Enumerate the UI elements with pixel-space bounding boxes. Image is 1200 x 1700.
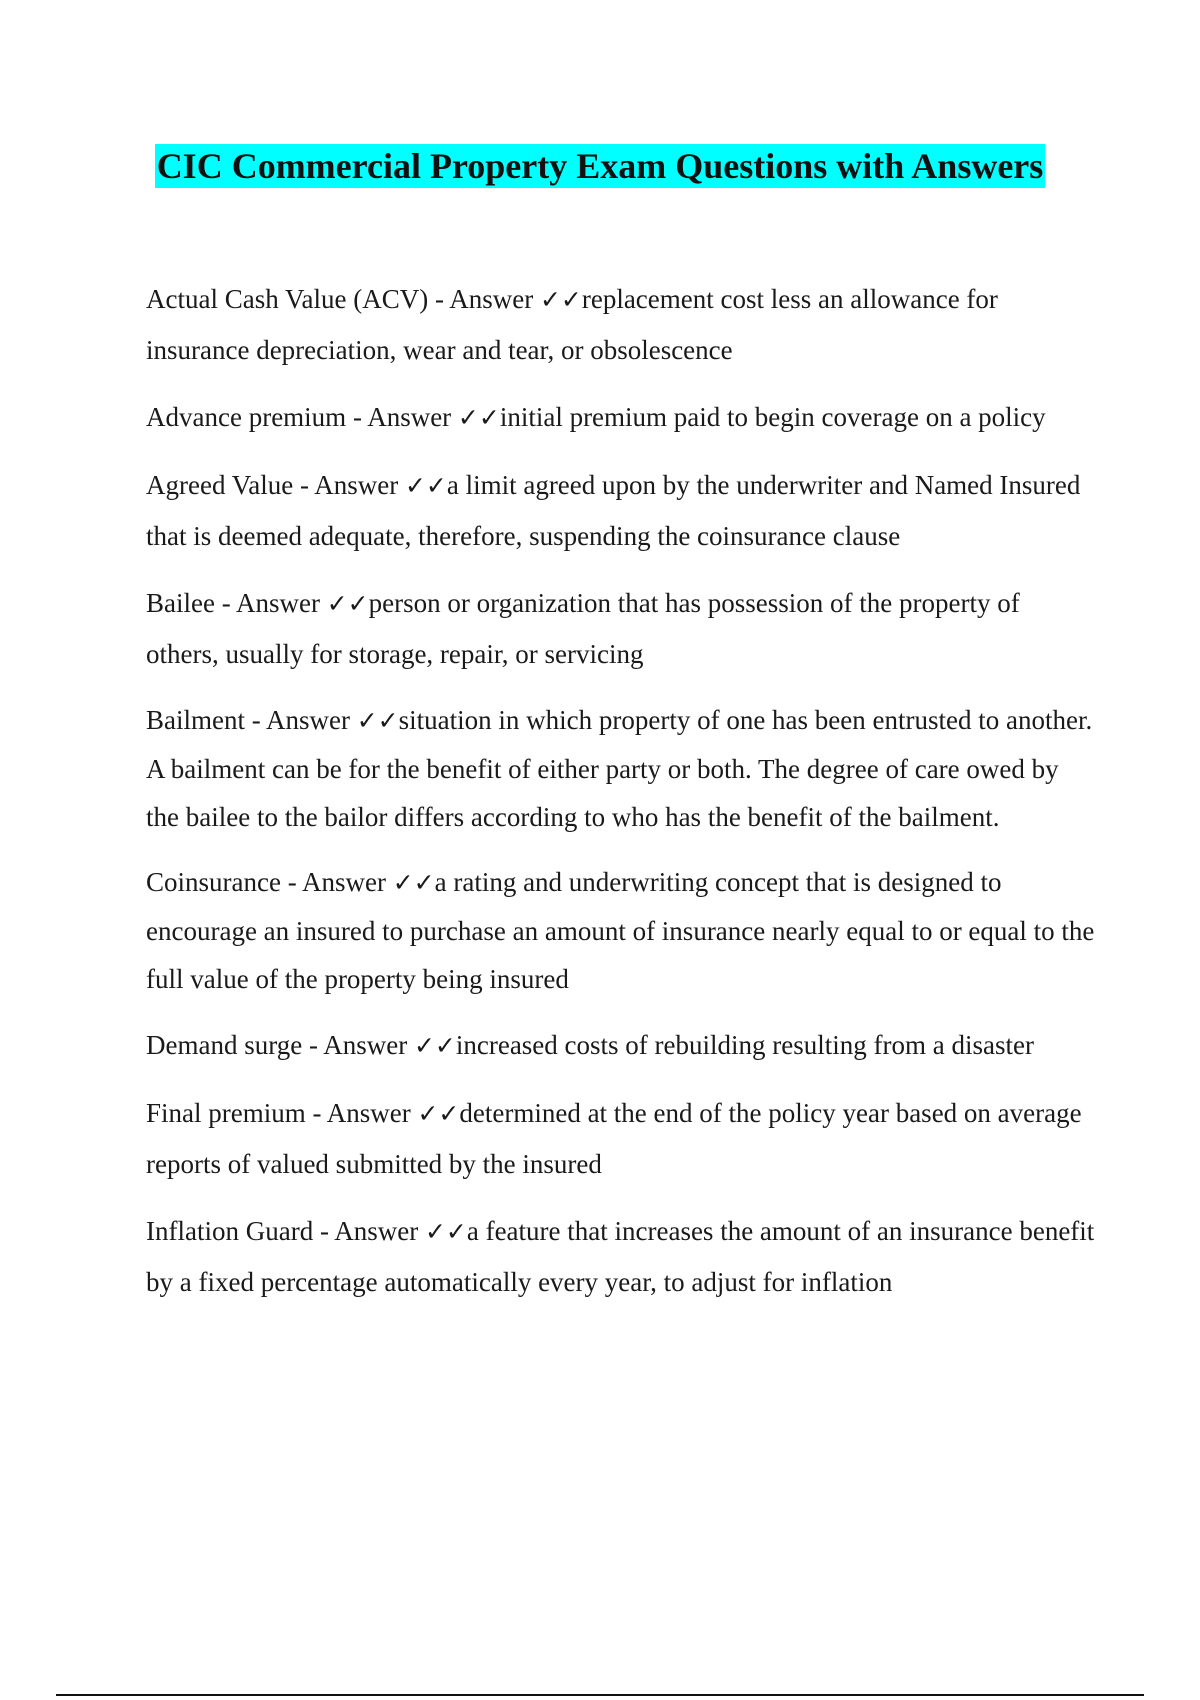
entry-bailee: [146, 578, 1096, 679]
double-check-icon: ✓✓: [417, 1099, 460, 1128]
entry-final-premium: [146, 1088, 1096, 1189]
title-container: [0, 144, 1200, 188]
entry-answer: a feature that increases the amount of an insurance benefit by a fixed percentage automatically every year, to adjust for inflation: [146, 1216, 1095, 1297]
entry-answer: initial premium paid to begin coverage on a policy: [499, 402, 1046, 432]
entry-bailment: [146, 696, 1096, 841]
answer-separator: - Answer: [313, 1216, 425, 1246]
double-check-icon: ✓✓: [413, 1031, 456, 1060]
double-check-icon: ✓✓: [424, 1217, 467, 1246]
entry-list: [146, 274, 1096, 1324]
entry-answer: situation in which property of one has been entrusted to another. A bailment can be for the benefit of either party or both. The degree of care owed by the bailee to the bailor differs according to who has the benefit of the bailment.: [146, 705, 1093, 832]
answer-separator: - Answer: [346, 402, 458, 432]
entry-demand-surge: [146, 1020, 1096, 1071]
entry-term: Bailment: [146, 705, 245, 735]
double-check-icon: ✓✓: [326, 589, 369, 618]
entry-actual-cash-value: [146, 274, 1096, 375]
answer-separator: - Answer: [214, 588, 327, 618]
entry-answer: person or organization that has possession of the property of others, usually for storage, repair, or servicing: [146, 588, 1020, 669]
entry-answer: a limit agreed upon by the underwriter and Named Insured that is deemed adequate, therefore, suspending the coinsurance clause: [146, 470, 1081, 551]
answer-separator: - Answer: [305, 1098, 418, 1128]
entry-agreed-value: [146, 460, 1096, 561]
entry-term: Inflation Guard: [146, 1216, 314, 1246]
entry-answer: increased costs of rebuilding resulting from a disaster: [455, 1030, 1034, 1060]
double-check-icon: ✓✓: [356, 706, 399, 735]
double-check-icon: ✓✓: [539, 285, 582, 314]
entry-term: Agreed Value: [146, 470, 294, 500]
double-check-icon: ✓✓: [457, 403, 500, 432]
entry-term: Final premium: [146, 1098, 306, 1128]
entry-answer: determined at the end of the policy year based on average reports of valued submitted by the insured: [146, 1098, 1082, 1179]
entry-term: Advance premium: [146, 402, 347, 432]
entry-advance-premium: [146, 392, 1096, 443]
double-check-icon: ✓✓: [392, 868, 435, 897]
double-check-icon: ✓✓: [404, 471, 447, 500]
entry-coinsurance: [146, 858, 1096, 1003]
answer-separator: - Answer: [280, 867, 393, 897]
answer-separator: - Answer: [293, 470, 405, 500]
page-title: CIC Commercial Property Exam Questions with Answers: [156, 146, 1044, 186]
answer-separator: - Answer: [244, 705, 357, 735]
entry-term: Demand surge: [146, 1030, 303, 1060]
entry-term: Actual Cash Value (ACV): [146, 284, 429, 314]
entry-term: Bailee: [146, 588, 215, 618]
footer-divider: [56, 1694, 1144, 1696]
answer-separator: - Answer: [428, 284, 540, 314]
entry-answer: replacement cost less an allowance for insurance depreciation, wear and tear, or obsolescence: [146, 284, 998, 365]
entry-term: Coinsurance: [146, 867, 281, 897]
entry-answer: a rating and underwriting concept that is designed to encourage an insured to purchase an amount of insurance nearly equal to or equal to the full value of the property being insured: [146, 867, 1095, 994]
entry-inflation-guard: [146, 1206, 1096, 1307]
answer-separator: - Answer: [302, 1030, 414, 1060]
